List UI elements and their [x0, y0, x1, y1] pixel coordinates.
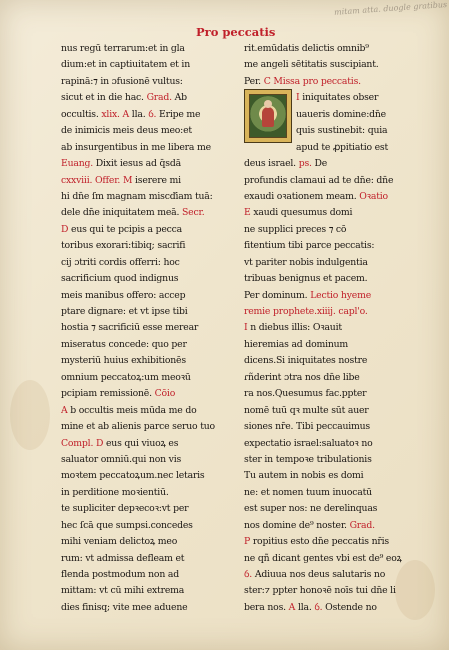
text-run: Per dominum. [244, 289, 311, 301]
text-run: Per. [244, 75, 264, 87]
text-run: est super nos: ne derelinquas [244, 503, 378, 515]
rubric-text: I [296, 92, 300, 104]
text-run: rit.emūdatis delictis omnib⁹ [244, 43, 369, 54]
text-line [244, 288, 430, 304]
paper-stain [10, 380, 50, 450]
text-run: meis manibus offero: accep [61, 289, 186, 301]
rubric-text: cxxviii. [61, 174, 93, 186]
text-run: ne: et nomen tuum inuocatū [244, 486, 372, 498]
text-line [61, 337, 247, 353]
text-line [61, 452, 247, 468]
text-run: hieremias ad dominum [244, 338, 349, 350]
text-run: cij ɔtriti cordis offerri: hoc [61, 256, 180, 268]
text-line [244, 370, 430, 386]
text-line [61, 205, 247, 221]
text-run: dies finisq; vite mee aduene [61, 601, 188, 613]
text-run: dium:et in captiuitatem et in [61, 59, 190, 71]
text-run: miseratus concede: quo per [61, 338, 187, 350]
text-run: nos domine de⁹ noster. [244, 519, 350, 531]
text-run: flenda postmodum non ad [61, 569, 179, 580]
text-run: ster:⁊ ppter honoꝛē noīs tui dn̄e li [244, 585, 396, 597]
rubric-text: ỽ. [314, 601, 323, 613]
text-run: mittam: vt cū mihi extrema [61, 585, 185, 597]
text-line [61, 353, 247, 369]
text-line [244, 583, 430, 599]
rubric-text: M [122, 174, 133, 186]
text-run: me angeli sētitatis suscipiant. [244, 59, 379, 71]
text-run: nus regū terrarum:et in gla [61, 43, 185, 54]
text-run: hostia ⁊ sacrificiū esse merear [61, 322, 199, 334]
rubric-text: Missa pro peccatis. [273, 75, 361, 87]
text-run: in perditione moꝛientiū. [61, 486, 169, 498]
text-line [61, 485, 247, 501]
text-line [244, 600, 430, 616]
text-line [244, 567, 430, 583]
rubric-text: A [61, 404, 68, 416]
text-run: tribuas benignus et pacem. [244, 273, 368, 285]
text-run: mine et ab alienis parce seruo tuo [61, 421, 215, 433]
text-line [61, 436, 247, 452]
text-line [61, 173, 247, 189]
rubric-text: A [122, 108, 130, 120]
text-line [61, 386, 247, 402]
text-line [244, 403, 430, 419]
text-run: Tu autem in nobis es domi [244, 470, 364, 482]
text-line [61, 370, 247, 386]
text-run: Ostende no [322, 601, 377, 613]
text-run: lla. [295, 601, 315, 613]
text-line [244, 386, 430, 402]
text-run: occultis. [61, 108, 102, 120]
rubric-text: Compl. [61, 437, 94, 449]
text-run: mihi veniam delictoꝝ meo [61, 536, 178, 548]
text-line [61, 320, 247, 336]
text-run: ropitius esto dn̄e peccatis nr̄is [250, 536, 389, 548]
text-line [61, 567, 247, 583]
rubric-text: A [288, 601, 296, 613]
text-run: deus israel. [244, 158, 299, 170]
text-line [61, 288, 247, 304]
text-run: Adiuua nos deus salutaris no [252, 569, 386, 580]
text-line [244, 534, 430, 550]
text-run: xaudi quesumus domi [250, 207, 353, 219]
text-line [244, 452, 430, 468]
text-line [61, 156, 247, 172]
rubric-text: Euang. [61, 158, 94, 170]
text-line [244, 222, 430, 238]
text-run: profundis clamaui ad te dn̄e: dn̄e [244, 174, 394, 186]
rubric-text: Lectio hyeme [310, 289, 371, 301]
text-run: hi dn̄e ſm magnam miscďiam tuā: [61, 190, 213, 202]
marginal-note: mitam atta. duogle gratibus [333, 0, 448, 17]
text-run: ra nos.Quesumus fac.ppter [244, 388, 367, 400]
text-line [61, 600, 247, 616]
rubric-text: ỽ. [244, 569, 253, 580]
rubric-text: P [244, 536, 251, 548]
text-line [244, 436, 430, 452]
text-run: uaueris domine:dn̄e [296, 108, 386, 120]
text-run: sicut et in die hac. [61, 92, 147, 104]
rubric-text: Grad. [349, 519, 375, 531]
text-run: hec ſcā que sumpsi.concedes [61, 519, 193, 531]
text-run: eus qui te pcipis a pecca [68, 223, 182, 235]
rubric-text: I [244, 322, 248, 334]
text-line [244, 205, 430, 221]
text-run: fitentium tibi parce peccatis: [244, 240, 375, 252]
text-line [244, 518, 430, 534]
rubric-text: ỽ. [148, 108, 157, 120]
rubric-text: ps. [298, 158, 312, 170]
rubric-text: C [263, 75, 271, 87]
rubric-text: Cōio [154, 388, 176, 400]
text-line [244, 156, 430, 172]
text-run: te supliciter depꝛecoꝛ:vt per [61, 503, 189, 515]
text-line [244, 255, 430, 271]
text-line [244, 271, 430, 287]
text-line [61, 90, 247, 106]
text-line [61, 551, 247, 567]
text-run: saluator omniū.qui non vis [61, 453, 182, 465]
text-run: moꝛtem peccatoꝝum.nec letaris [61, 470, 205, 482]
text-line [244, 304, 430, 320]
text-run: exaudi oꝛationem meam. [244, 190, 360, 202]
text-run: iserere mi [132, 174, 181, 186]
text-run: dicens.Si iniquitates nostre [244, 355, 368, 367]
text-run: lla. [129, 108, 149, 120]
rubric-text: Grad. [146, 92, 172, 104]
text-line [244, 485, 430, 501]
text-run: toribus exorari:tibiq; sacrifi [61, 240, 186, 252]
text-run: ɾñderint ɔtra nos dn̄e libe [244, 371, 360, 383]
text-run: rapinā:⁊ in ɔfusionē vultus: [61, 75, 183, 87]
text-line [244, 41, 430, 57]
text-run: bera nos. [244, 601, 289, 613]
rubric-text: Oꝛatio [359, 190, 388, 202]
text-line [61, 41, 247, 57]
text-run: ab insurgentibus in me libera me [61, 141, 211, 153]
text-run: Dixit iesus ad q̄sdā [93, 158, 181, 170]
text-line [61, 534, 247, 550]
text-line [244, 74, 430, 90]
text-line [244, 353, 430, 369]
text-line [244, 468, 430, 484]
text-run: rum: vt admissa defleam et [61, 552, 185, 564]
text-line [61, 501, 247, 517]
text-run: vt pariter nobis indulgentia [244, 256, 368, 268]
text-run: iniquitates obser [299, 92, 379, 104]
rubric-text: xlix. [101, 108, 120, 120]
text-run: dele dn̄e iniquitatem meā. [61, 207, 182, 219]
text-run: expectatio israel:saluatoꝛ no [244, 437, 373, 449]
text-line [244, 189, 430, 205]
text-line [244, 320, 430, 336]
illuminated-initial-s [244, 89, 292, 143]
text-run: Eripe me [156, 108, 201, 120]
text-line [61, 271, 247, 287]
text-line [61, 238, 247, 254]
text-run: ne supplici preces ⁊ cō [244, 223, 347, 235]
text-line [61, 222, 247, 238]
text-line [61, 419, 247, 435]
text-run: siones nr̄e. Tibi peccauimus [244, 421, 371, 433]
text-run: b occultis meis mūda me do [67, 404, 197, 416]
text-line [244, 501, 430, 517]
text-run: ne qñ dicant gentes vbi est de⁹ eoꝝ [244, 552, 402, 564]
rubric-text: Secr. [182, 207, 205, 219]
text-run: mysteriū huius exhibitionēs [61, 355, 186, 367]
text-line [61, 403, 247, 419]
text-run: sacrificium quod indignus [61, 273, 179, 285]
running-head: Pro peccatis [196, 25, 276, 39]
text-line [61, 304, 247, 320]
text-run: ptare dignare: et vt ipse tibi [61, 306, 188, 317]
text-run: nomē tuū qꝛ multe sūt auer [244, 404, 369, 416]
text-run: omnium peccatoꝝ:um meoꝛū [61, 371, 191, 383]
text-line [244, 419, 430, 435]
text-line [61, 255, 247, 271]
text-run: Ab [171, 92, 187, 104]
text-line [61, 123, 247, 139]
rubric-text: D [61, 223, 69, 235]
text-run: pcipiam remissionē. [61, 388, 155, 400]
text-run: ster in tempoꝛe tribulationis [244, 453, 372, 465]
text-line [61, 518, 247, 534]
text-run: eus qui viuoꝝ es [103, 437, 179, 449]
text-run: quis sustinebit: quia [296, 125, 388, 137]
text-line [61, 74, 247, 90]
text-line [244, 238, 430, 254]
text-line [61, 583, 247, 599]
text-run: De [311, 158, 328, 170]
left-text-column [61, 41, 247, 616]
text-line [244, 173, 430, 189]
rubric-text: Offer. [95, 174, 121, 186]
text-line [61, 468, 247, 484]
text-line [61, 140, 247, 156]
text-line [244, 57, 430, 73]
rubric-text: remie prophete.xiiij. capl'o. [244, 306, 368, 317]
text-run: de inimicis meis deus meo:et [61, 125, 192, 137]
rubric-text: D [95, 437, 104, 449]
text-run: apud te ꝓpitiatio est [296, 141, 389, 153]
text-line [61, 57, 247, 73]
text-line [61, 107, 247, 123]
rubric-text: E [244, 207, 251, 219]
text-line [244, 551, 430, 567]
text-line [61, 189, 247, 205]
text-run: n diebus illis: Oꝛauit [247, 322, 342, 334]
text-line [244, 337, 430, 353]
